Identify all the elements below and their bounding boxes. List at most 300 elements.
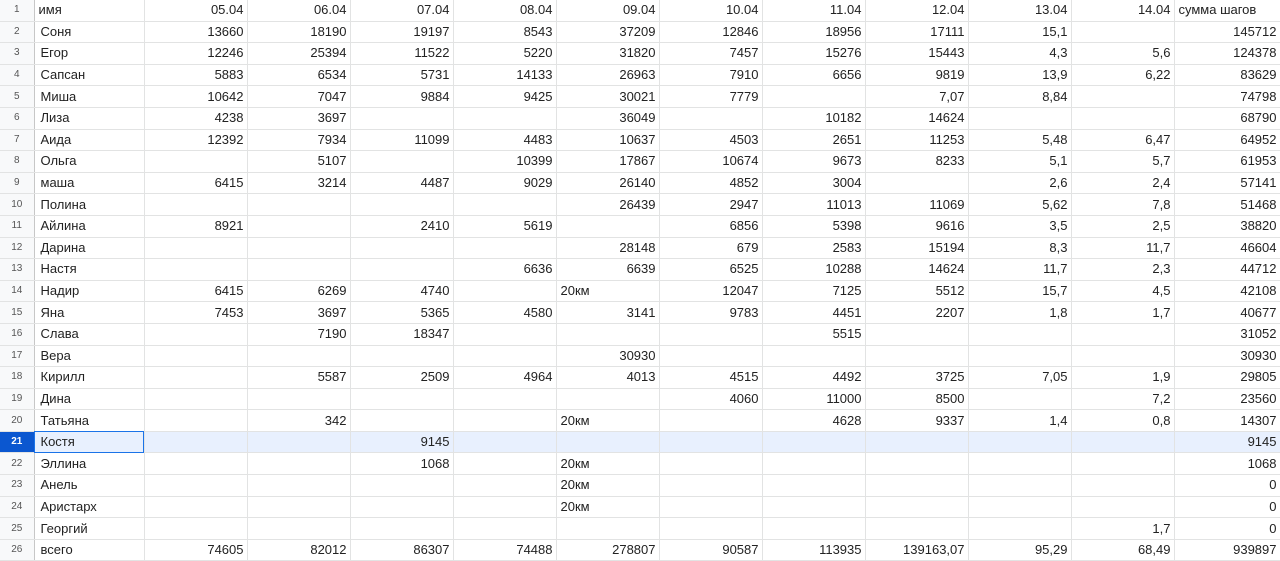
cell-value[interactable]: 11,7: [1071, 237, 1174, 259]
cell-value[interactable]: 2947: [659, 194, 762, 216]
cell-sum[interactable]: 31052: [1174, 323, 1280, 345]
cell-value[interactable]: 4451: [762, 302, 865, 324]
cell-value[interactable]: 342: [247, 410, 350, 432]
cell-value[interactable]: 26963: [556, 64, 659, 86]
cell-sum[interactable]: 0: [1174, 496, 1280, 518]
cell-name[interactable]: Сапсан: [34, 64, 144, 86]
cell-value[interactable]: [144, 518, 247, 540]
row-number[interactable]: 11: [0, 215, 34, 237]
cell-sum[interactable]: 61953: [1174, 151, 1280, 173]
cell-value[interactable]: 4060: [659, 388, 762, 410]
cell-value[interactable]: [144, 345, 247, 367]
cell-value[interactable]: [144, 496, 247, 518]
cell-value[interactable]: [247, 431, 350, 453]
cell-value[interactable]: [556, 518, 659, 540]
cell-value[interactable]: 139163,07: [865, 539, 968, 561]
cell-value[interactable]: [350, 410, 453, 432]
cell-value[interactable]: 28148: [556, 237, 659, 259]
cell-value[interactable]: [247, 475, 350, 497]
cell-value[interactable]: [453, 388, 556, 410]
cell-value[interactable]: 13660: [144, 21, 247, 43]
cell-value[interactable]: 4503: [659, 129, 762, 151]
row-number[interactable]: 5: [0, 86, 34, 108]
cell-value[interactable]: [1071, 496, 1174, 518]
cell-value[interactable]: [1071, 431, 1174, 453]
row-number[interactable]: 18: [0, 367, 34, 389]
cell-value[interactable]: [968, 475, 1071, 497]
cell-value[interactable]: 3004: [762, 172, 865, 194]
cell-value[interactable]: [659, 431, 762, 453]
cell-value[interactable]: 18190: [247, 21, 350, 43]
cell-value[interactable]: [659, 453, 762, 475]
cell-name[interactable]: Слава: [34, 323, 144, 345]
cell-value[interactable]: 5512: [865, 280, 968, 302]
cell-name[interactable]: маша: [34, 172, 144, 194]
cell-value[interactable]: [865, 431, 968, 453]
cell-value[interactable]: 12846: [659, 21, 762, 43]
cell-value[interactable]: [144, 453, 247, 475]
cell-name[interactable]: Яна: [34, 302, 144, 324]
row-number[interactable]: 12: [0, 237, 34, 259]
cell-value[interactable]: [144, 323, 247, 345]
cell-value[interactable]: 25394: [247, 43, 350, 65]
cell-value[interactable]: [762, 496, 865, 518]
cell-value[interactable]: [453, 237, 556, 259]
cell-value[interactable]: [144, 237, 247, 259]
cell-name[interactable]: Аида: [34, 129, 144, 151]
cell-value[interactable]: 11253: [865, 129, 968, 151]
cell-value[interactable]: 9673: [762, 151, 865, 173]
cell-value[interactable]: [144, 194, 247, 216]
cell-sum[interactable]: 44712: [1174, 259, 1280, 281]
cell-value[interactable]: 8500: [865, 388, 968, 410]
header-cell-day[interactable]: 12.04: [865, 0, 968, 21]
cell-value[interactable]: 5883: [144, 64, 247, 86]
row-number[interactable]: 20: [0, 410, 34, 432]
cell-value[interactable]: 7779: [659, 86, 762, 108]
cell-value[interactable]: [453, 475, 556, 497]
cell-value[interactable]: [968, 496, 1071, 518]
cell-value[interactable]: 9819: [865, 64, 968, 86]
cell-value[interactable]: 7934: [247, 129, 350, 151]
cell-value[interactable]: 10182: [762, 107, 865, 129]
cell-value[interactable]: [762, 345, 865, 367]
cell-value[interactable]: [968, 388, 1071, 410]
cell-value[interactable]: 4628: [762, 410, 865, 432]
row-number[interactable]: 1: [0, 0, 34, 21]
cell-value[interactable]: [1071, 475, 1174, 497]
row-number[interactable]: 6: [0, 107, 34, 129]
row-number[interactable]: 2: [0, 21, 34, 43]
cell-value[interactable]: 14624: [865, 259, 968, 281]
cell-value[interactable]: 3725: [865, 367, 968, 389]
cell-value[interactable]: 5515: [762, 323, 865, 345]
cell-name[interactable]: Егор: [34, 43, 144, 65]
cell-value[interactable]: [144, 388, 247, 410]
cell-sum[interactable]: 124378: [1174, 43, 1280, 65]
cell-value[interactable]: [247, 453, 350, 475]
row-number[interactable]: 15: [0, 302, 34, 324]
cell-value[interactable]: [144, 410, 247, 432]
row-number[interactable]: 8: [0, 151, 34, 173]
cell-value[interactable]: 5220: [453, 43, 556, 65]
cell-value[interactable]: [350, 475, 453, 497]
cell-value[interactable]: 5,48: [968, 129, 1071, 151]
header-cell-day[interactable]: 11.04: [762, 0, 865, 21]
cell-name[interactable]: Татьяна: [34, 410, 144, 432]
cell-value[interactable]: [350, 518, 453, 540]
cell-value[interactable]: 17867: [556, 151, 659, 173]
cell-value[interactable]: 19197: [350, 21, 453, 43]
cell-value[interactable]: 14133: [453, 64, 556, 86]
row-number[interactable]: 3: [0, 43, 34, 65]
cell-name[interactable]: Вера: [34, 345, 144, 367]
cell-value[interactable]: 20км: [556, 475, 659, 497]
cell-value[interactable]: 26439: [556, 194, 659, 216]
cell-value[interactable]: [247, 388, 350, 410]
cell-name[interactable]: Дина: [34, 388, 144, 410]
row-number[interactable]: 14: [0, 280, 34, 302]
cell-value[interactable]: [453, 410, 556, 432]
cell-value[interactable]: 3,5: [968, 215, 1071, 237]
cell-value[interactable]: [453, 453, 556, 475]
cell-value[interactable]: 2,4: [1071, 172, 1174, 194]
cell-value[interactable]: 20км: [556, 453, 659, 475]
cell-value[interactable]: 4487: [350, 172, 453, 194]
cell-sum[interactable]: 0: [1174, 475, 1280, 497]
cell-value[interactable]: 8233: [865, 151, 968, 173]
cell-value[interactable]: 0,8: [1071, 410, 1174, 432]
cell-value[interactable]: 17111: [865, 21, 968, 43]
cell-value[interactable]: 1,7: [1071, 518, 1174, 540]
cell-value[interactable]: 9425: [453, 86, 556, 108]
cell-value[interactable]: [453, 496, 556, 518]
cell-sum[interactable]: 42108: [1174, 280, 1280, 302]
row-number[interactable]: 4: [0, 64, 34, 86]
cell-value[interactable]: 3697: [247, 107, 350, 129]
cell-value[interactable]: 5,7: [1071, 151, 1174, 173]
header-cell-sum[interactable]: сумма шагов: [1174, 0, 1280, 21]
cell-sum[interactable]: 40677: [1174, 302, 1280, 324]
cell-sum[interactable]: 83629: [1174, 64, 1280, 86]
cell-sum[interactable]: 57141: [1174, 172, 1280, 194]
cell-value[interactable]: 10399: [453, 151, 556, 173]
cell-value[interactable]: 1068: [350, 453, 453, 475]
cell-value[interactable]: [762, 453, 865, 475]
cell-value[interactable]: 8921: [144, 215, 247, 237]
cell-value[interactable]: [350, 194, 453, 216]
cell-sum[interactable]: 51468: [1174, 194, 1280, 216]
row-number[interactable]: 16: [0, 323, 34, 345]
cell-sum[interactable]: 64952: [1174, 129, 1280, 151]
cell-value[interactable]: 4483: [453, 129, 556, 151]
cell-name[interactable]: всего: [34, 539, 144, 561]
cell-value[interactable]: 7,8: [1071, 194, 1174, 216]
cell-value[interactable]: [1071, 323, 1174, 345]
cell-name[interactable]: Соня: [34, 21, 144, 43]
cell-value[interactable]: [144, 151, 247, 173]
cell-value[interactable]: [659, 107, 762, 129]
cell-value[interactable]: 9616: [865, 215, 968, 237]
cell-value[interactable]: 10674: [659, 151, 762, 173]
cell-value[interactable]: 6525: [659, 259, 762, 281]
cell-value[interactable]: 4580: [453, 302, 556, 324]
cell-sum[interactable]: 30930: [1174, 345, 1280, 367]
cell-value[interactable]: 7,05: [968, 367, 1071, 389]
cell-value[interactable]: 5398: [762, 215, 865, 237]
cell-value[interactable]: [350, 107, 453, 129]
cell-value[interactable]: 4740: [350, 280, 453, 302]
cell-sum[interactable]: 23560: [1174, 388, 1280, 410]
cell-value[interactable]: 6656: [762, 64, 865, 86]
cell-sum[interactable]: 1068: [1174, 453, 1280, 475]
cell-value[interactable]: [247, 215, 350, 237]
cell-value[interactable]: [350, 237, 453, 259]
cell-value[interactable]: 2583: [762, 237, 865, 259]
cell-value[interactable]: [865, 475, 968, 497]
cell-value[interactable]: 15,1: [968, 21, 1071, 43]
cell-sum[interactable]: 74798: [1174, 86, 1280, 108]
cell-value[interactable]: [1071, 86, 1174, 108]
cell-value[interactable]: 12392: [144, 129, 247, 151]
cell-value[interactable]: 12047: [659, 280, 762, 302]
cell-value[interactable]: [247, 518, 350, 540]
cell-value[interactable]: 4852: [659, 172, 762, 194]
cell-value[interactable]: [659, 518, 762, 540]
cell-value[interactable]: 6415: [144, 280, 247, 302]
cell-value[interactable]: [968, 431, 1071, 453]
cell-value[interactable]: 11069: [865, 194, 968, 216]
cell-name[interactable]: Настя: [34, 259, 144, 281]
cell-name[interactable]: Дарина: [34, 237, 144, 259]
cell-value[interactable]: [1071, 107, 1174, 129]
cell-sum[interactable]: 46604: [1174, 237, 1280, 259]
cell-value[interactable]: 36049: [556, 107, 659, 129]
cell-value[interactable]: 15,7: [968, 280, 1071, 302]
cell-value[interactable]: 5587: [247, 367, 350, 389]
cell-value[interactable]: 7190: [247, 323, 350, 345]
row-number[interactable]: 24: [0, 496, 34, 518]
cell-value[interactable]: 1,9: [1071, 367, 1174, 389]
cell-value[interactable]: 74488: [453, 539, 556, 561]
cell-name[interactable]: Кирилл: [34, 367, 144, 389]
cell-sum[interactable]: 68790: [1174, 107, 1280, 129]
cell-sum[interactable]: 14307: [1174, 410, 1280, 432]
cell-value[interactable]: 5365: [350, 302, 453, 324]
header-cell-day[interactable]: 08.04: [453, 0, 556, 21]
cell-sum[interactable]: 29805: [1174, 367, 1280, 389]
cell-value[interactable]: [659, 323, 762, 345]
cell-value[interactable]: 2207: [865, 302, 968, 324]
row-number[interactable]: 17: [0, 345, 34, 367]
cell-value[interactable]: [350, 388, 453, 410]
header-cell-day[interactable]: 14.04: [1071, 0, 1174, 21]
cell-value[interactable]: [1071, 453, 1174, 475]
cell-value[interactable]: [453, 345, 556, 367]
cell-value[interactable]: 10288: [762, 259, 865, 281]
cell-value[interactable]: 2410: [350, 215, 453, 237]
row-number[interactable]: 10: [0, 194, 34, 216]
cell-value[interactable]: 3141: [556, 302, 659, 324]
cell-value[interactable]: 6415: [144, 172, 247, 194]
cell-value[interactable]: 20км: [556, 280, 659, 302]
cell-value[interactable]: 679: [659, 237, 762, 259]
cell-value[interactable]: 9145: [350, 431, 453, 453]
cell-value[interactable]: 12246: [144, 43, 247, 65]
row-number[interactable]: 21: [0, 431, 34, 453]
cell-value[interactable]: [350, 259, 453, 281]
cell-value[interactable]: [453, 323, 556, 345]
cell-value[interactable]: [865, 323, 968, 345]
cell-value[interactable]: [968, 323, 1071, 345]
cell-value[interactable]: 5,62: [968, 194, 1071, 216]
cell-value[interactable]: [968, 345, 1071, 367]
cell-value[interactable]: 18347: [350, 323, 453, 345]
cell-value[interactable]: [453, 194, 556, 216]
cell-value[interactable]: 278807: [556, 539, 659, 561]
header-cell-day[interactable]: 05.04: [144, 0, 247, 21]
header-cell-name[interactable]: имя: [34, 0, 144, 21]
cell-value[interactable]: [968, 107, 1071, 129]
row-number[interactable]: 13: [0, 259, 34, 281]
cell-value[interactable]: 6269: [247, 280, 350, 302]
cell-value[interactable]: [659, 345, 762, 367]
cell-value[interactable]: 8543: [453, 21, 556, 43]
header-cell-day[interactable]: 13.04: [968, 0, 1071, 21]
cell-value[interactable]: 4492: [762, 367, 865, 389]
cell-value[interactable]: [144, 431, 247, 453]
cell-value[interactable]: 2,6: [968, 172, 1071, 194]
cell-sum[interactable]: 0: [1174, 518, 1280, 540]
cell-value[interactable]: [556, 431, 659, 453]
cell-name[interactable]: Лиза: [34, 107, 144, 129]
row-number[interactable]: 19: [0, 388, 34, 410]
cell-name[interactable]: Миша: [34, 86, 144, 108]
cell-value[interactable]: 37209: [556, 21, 659, 43]
cell-value[interactable]: 9029: [453, 172, 556, 194]
cell-value[interactable]: [865, 172, 968, 194]
cell-value[interactable]: [247, 237, 350, 259]
cell-name[interactable]: Эллина: [34, 453, 144, 475]
cell-value[interactable]: 74605: [144, 539, 247, 561]
cell-value[interactable]: [968, 518, 1071, 540]
cell-value[interactable]: [968, 453, 1071, 475]
cell-value[interactable]: [762, 518, 865, 540]
cell-value[interactable]: 7,2: [1071, 388, 1174, 410]
cell-value[interactable]: 2,5: [1071, 215, 1174, 237]
cell-value[interactable]: [453, 280, 556, 302]
cell-value[interactable]: 11,7: [968, 259, 1071, 281]
cell-value[interactable]: 11013: [762, 194, 865, 216]
cell-value[interactable]: [556, 215, 659, 237]
row-number[interactable]: 23: [0, 475, 34, 497]
cell-value[interactable]: 11522: [350, 43, 453, 65]
cell-value[interactable]: 30930: [556, 345, 659, 367]
cell-value[interactable]: 3697: [247, 302, 350, 324]
cell-value[interactable]: 5731: [350, 64, 453, 86]
cell-name[interactable]: Айлина: [34, 215, 144, 237]
cell-value[interactable]: 10642: [144, 86, 247, 108]
cell-value[interactable]: 82012: [247, 539, 350, 561]
cell-value[interactable]: [865, 345, 968, 367]
cell-value[interactable]: 95,29: [968, 539, 1071, 561]
cell-value[interactable]: 7125: [762, 280, 865, 302]
cell-value[interactable]: 13,9: [968, 64, 1071, 86]
cell-name[interactable]: Костя: [34, 431, 144, 453]
cell-value[interactable]: 4238: [144, 107, 247, 129]
cell-value[interactable]: 4013: [556, 367, 659, 389]
cell-name[interactable]: Аристарх: [34, 496, 144, 518]
cell-value[interactable]: 15276: [762, 43, 865, 65]
cell-value[interactable]: 5107: [247, 151, 350, 173]
cell-value[interactable]: [453, 107, 556, 129]
cell-name[interactable]: Ольга: [34, 151, 144, 173]
cell-value[interactable]: [865, 453, 968, 475]
cell-value[interactable]: 1,4: [968, 410, 1071, 432]
cell-value[interactable]: 31820: [556, 43, 659, 65]
cell-value[interactable]: [144, 259, 247, 281]
cell-value[interactable]: [556, 388, 659, 410]
cell-value[interactable]: [762, 475, 865, 497]
cell-value[interactable]: 15194: [865, 237, 968, 259]
cell-name[interactable]: Георгий: [34, 518, 144, 540]
cell-value[interactable]: [659, 496, 762, 518]
cell-value[interactable]: 4964: [453, 367, 556, 389]
cell-value[interactable]: 6,47: [1071, 129, 1174, 151]
cell-name[interactable]: Анель: [34, 475, 144, 497]
header-cell-day[interactable]: 09.04: [556, 0, 659, 21]
cell-value[interactable]: [1071, 21, 1174, 43]
cell-value[interactable]: 113935: [762, 539, 865, 561]
cell-value[interactable]: 18956: [762, 21, 865, 43]
cell-sum[interactable]: 939897: [1174, 539, 1280, 561]
cell-value[interactable]: 11099: [350, 129, 453, 151]
cell-value[interactable]: 90587: [659, 539, 762, 561]
cell-value[interactable]: 5619: [453, 215, 556, 237]
cell-value[interactable]: [556, 323, 659, 345]
cell-value[interactable]: 3214: [247, 172, 350, 194]
cell-value[interactable]: [1071, 345, 1174, 367]
cell-value[interactable]: [865, 496, 968, 518]
cell-value[interactable]: [144, 475, 247, 497]
cell-value[interactable]: [247, 496, 350, 518]
cell-value[interactable]: 9884: [350, 86, 453, 108]
cell-value[interactable]: [350, 151, 453, 173]
cell-value[interactable]: 1,7: [1071, 302, 1174, 324]
cell-value[interactable]: 7457: [659, 43, 762, 65]
cell-value[interactable]: 8,84: [968, 86, 1071, 108]
cell-sum[interactable]: 9145: [1174, 431, 1280, 453]
cell-value[interactable]: [144, 367, 247, 389]
cell-value[interactable]: [247, 259, 350, 281]
cell-value[interactable]: 5,6: [1071, 43, 1174, 65]
cell-value[interactable]: 86307: [350, 539, 453, 561]
cell-name[interactable]: Надир: [34, 280, 144, 302]
cell-value[interactable]: 6534: [247, 64, 350, 86]
cell-value[interactable]: 1,8: [968, 302, 1071, 324]
cell-value[interactable]: 5,1: [968, 151, 1071, 173]
cell-value[interactable]: 4,5: [1071, 280, 1174, 302]
cell-value[interactable]: 68,49: [1071, 539, 1174, 561]
header-cell-day[interactable]: 07.04: [350, 0, 453, 21]
cell-value[interactable]: 9337: [865, 410, 968, 432]
row-number[interactable]: 7: [0, 129, 34, 151]
cell-value[interactable]: [453, 518, 556, 540]
cell-value[interactable]: 8,3: [968, 237, 1071, 259]
row-number[interactable]: 22: [0, 453, 34, 475]
cell-value[interactable]: 9783: [659, 302, 762, 324]
cell-sum[interactable]: 145712: [1174, 21, 1280, 43]
